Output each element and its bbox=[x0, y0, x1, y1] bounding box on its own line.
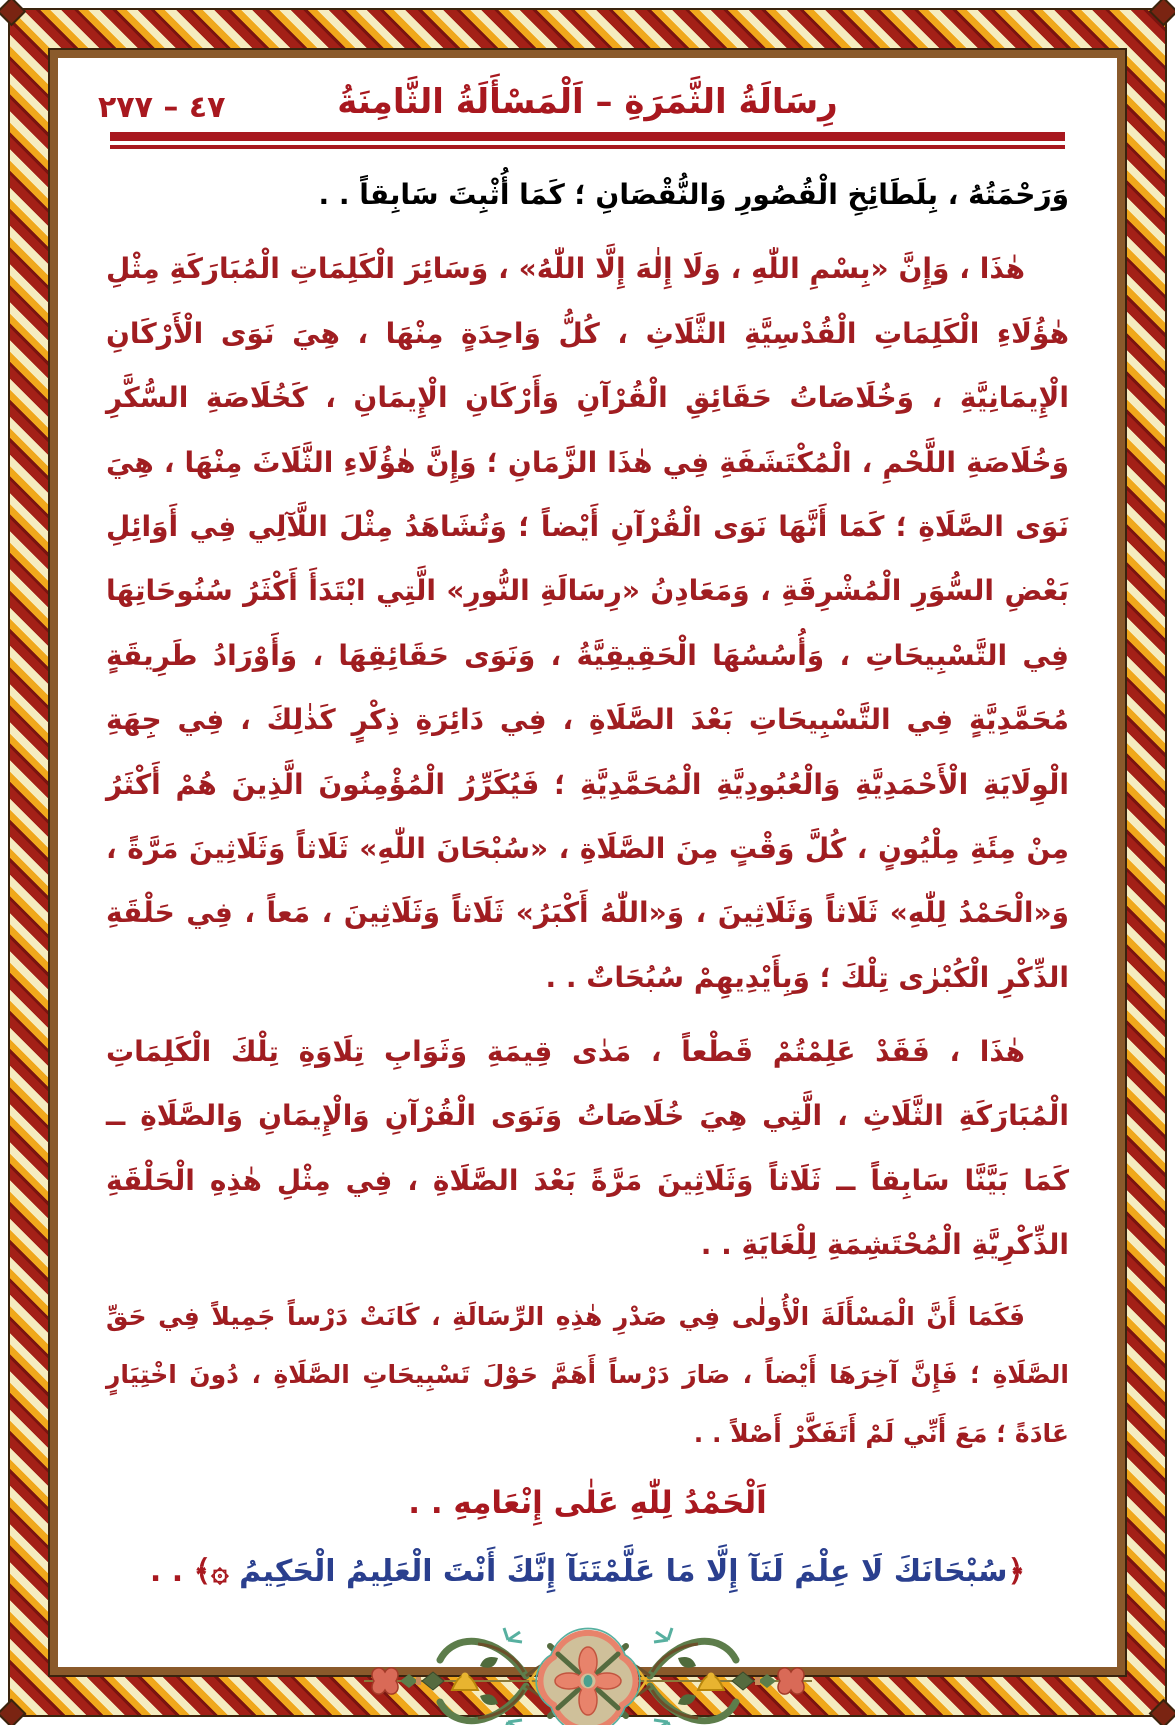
body-paragraph-1: هٰذَا ، وَإِنَّ «بِسْمِ اللّٰهِ ، وَلَا إِلٰهَ إِلَّا اللّٰهُ» ، وَسَائِرَ الْكَلِمَاتِ الْمُبَارَكَةِ مِثْلِ هٰؤُلَاءِ الْكَلِمَاتِ الْقُدْسِيَّةِ الثَّلَاثِ ، كُلُّ وَاحِدَةٍ مِنْهَا ، هِيَ نَوَى الْأَرْكَانِ الْإِيمَانِيَّةِ ، وَخُلَاصَاتُ حَقَائِقِ الْقُرْآنِ وَأَرْكَانِ الْإِيمَانِ ، كَخُلَاصَةِ السُّكَّرِ وَخُلَاصَةِ اللَّحْمِ ، الْمُكْتَشَفَةِ فِي هٰذَا الزَّمَانِ ؛ وَإِنَّ هٰؤُلَاءِ الثَّلَاثَ مِنْهَا ، هِيَ نَوَى الصَّلَاةِ ؛ كَمَا أَنَّهَا نَوَى الْقُرْآنِ أَيْضاً ؛ وَتُشَاهَدُ مِثْلَ اللَّآلِي فِي أَوَائِلِ بَعْضِ السُّوَرِ الْمُشْرِقَةِ ، وَمَعَادِنُ «رِسَالَةِ النُّورِ» الَّتِي ابْتَدَأَ أَكْثَرُ سُنُوحَاتِهَا فِي التَّسْبِيحَاتِ ، وَأُسُسُهَا الْحَقِيقِيَّةُ ، وَنَوَى حَقَائِقِهَا ، وَأَوْرَادُ طَرِيقَةٍ مُحَمَّدِيَّةٍ فِي التَّسْبِيحَاتِ بَعْدَ الصَّلَاةِ ، فِي دَائِرَةِ ذِكْرٍ كَذٰلِكَ ، فِي جِهَةِ الْوِلَايَةِ الْأَحْمَدِيَّةِ وَالْعُبُودِيَّةِ الْمُحَمَّدِيَّةِ ؛ فَيُكَرِّرُ الْمُؤْمِنُونَ الَّذِينَ هُمْ أَكْثَرُ مِنْ مِئَةِ مِلْيُونٍ ، كُلَّ وَقْتٍ مِنَ الصَّلَاةِ ، «سُبْحَانَ اللّٰهِ» ثَلَاثاً وَثَلَاثِينَ مَرَّةً ، وَ«الْحَمْدُ لِلّٰهِ» ثَلَاثاً وَثَلَاثِينَ ، وَ«اللّٰهُ أَكْبَرُ» ثَلَاثاً وَثَلَاثِينَ ، مَعاً ، فِي حَلْقَةِ الذِّكْرِ الْكُبْرٰى تِلْكَ ؛ وَبِأَيْدِيهِمْ سُبُحَاتٌ . . bbox=[106, 252, 1069, 994]
body-paragraph-3: فَكَمَا أَنَّ الْمَسْأَلَةَ الْأُولٰى فِي صَدْرِ هٰذِهِ الرِّسَالَةِ ، كَانَتْ دَرْساً جَمِيلاً فِي حَقِّ الصَّلَاةِ ؛ فَإِنَّ آخِرَهَا أَيْضاً ، صَارَ دَرْساً أَهَمَّ حَوْلَ تَسْبِيحَاتِ الصَّلَاةِ ، دُونَ اخْتِيَارٍ عَادَةً ؛ مَعَ أَنِّي لَمْ أَتَفَكَّرْ أَصْلاً . . bbox=[106, 1301, 1069, 1449]
body-text bbox=[92, 153, 1083, 1606]
ornate-close-bracket: ﴾ bbox=[193, 1553, 212, 1589]
corner-ornament bbox=[0, 0, 26, 26]
page-title: رِسَالَةُ الثَّمَرَةِ – اَلْمَسْأَلَةُ الثَّامِنَةُ bbox=[337, 82, 838, 122]
rosette-ayah-mark: ۞ bbox=[211, 1553, 229, 1589]
divider-thin-line bbox=[110, 145, 1065, 149]
floral-arabesque-tailpiece bbox=[92, 1606, 1083, 1725]
page-content-area bbox=[50, 50, 1125, 1675]
verse-text: سُبْحَانَكَ لَا عِلْمَ لَنَآ إِلَّا مَا عَلَّمْتَنَآ إِنَّكَ أَنْتَ الْعَلِيمُ الْحَكِيمُ bbox=[239, 1553, 1008, 1589]
trailing-dots: . . bbox=[149, 1553, 194, 1589]
header-divider bbox=[110, 132, 1065, 149]
quran-verse-line bbox=[106, 1543, 1069, 1600]
tailpiece-ornament-graphic bbox=[358, 1606, 818, 1725]
corner-ornament bbox=[1149, 1699, 1175, 1725]
body-paragraph-2: هٰذَا ، فَقَدْ عَلِمْتُمْ قَطْعاً ، مَدٰى قِيمَةِ وَثَوَابِ تِلَاوَةِ تِلْكَ الْكَلِمَاتِ الْمُبَارَكَةِ الثَّلَاثِ ، الَّتِي هِيَ خُلَاصَاتُ وَنَوَى الْقُرْآنِ وَالْإِيمَانِ وَالصَّلَاةِ ــ كَمَا بَيَّنَّا سَابِقاً ــ ثَلَاثاً وَثَلَاثِينَ مَرَّةً بَعْدَ الصَّلَاةِ ، فِي مِثْلِ هٰذِهِ الْحَلْقَةِ الذِّكْرِيَّةِ الْمُحْتَشِمَةِ لِلْغَايَةِ . . bbox=[106, 1035, 1069, 1262]
hamd-line: اَلْحَمْدُ لِلّٰهِ عَلٰى إِنْعَامِهِ . . bbox=[408, 1484, 767, 1521]
page-number: ٤٧ – ٢٧٧ bbox=[98, 90, 226, 125]
continuation-paragraph: وَرَحْمَتُهُ ، بِلَطَائِخِ الْقُصُورِ وَالنُّقْصَانِ ؛ كَمَا أُثْبِتَ سَابِقاً . . bbox=[318, 178, 1069, 211]
corner-ornament bbox=[0, 1699, 26, 1725]
decorative-chain-border bbox=[8, 8, 1167, 1717]
divider-thick-line bbox=[110, 132, 1065, 141]
corner-ornament bbox=[1149, 0, 1175, 26]
ornate-open-bracket: ﴿ bbox=[1007, 1553, 1026, 1589]
page-header bbox=[92, 78, 1083, 125]
